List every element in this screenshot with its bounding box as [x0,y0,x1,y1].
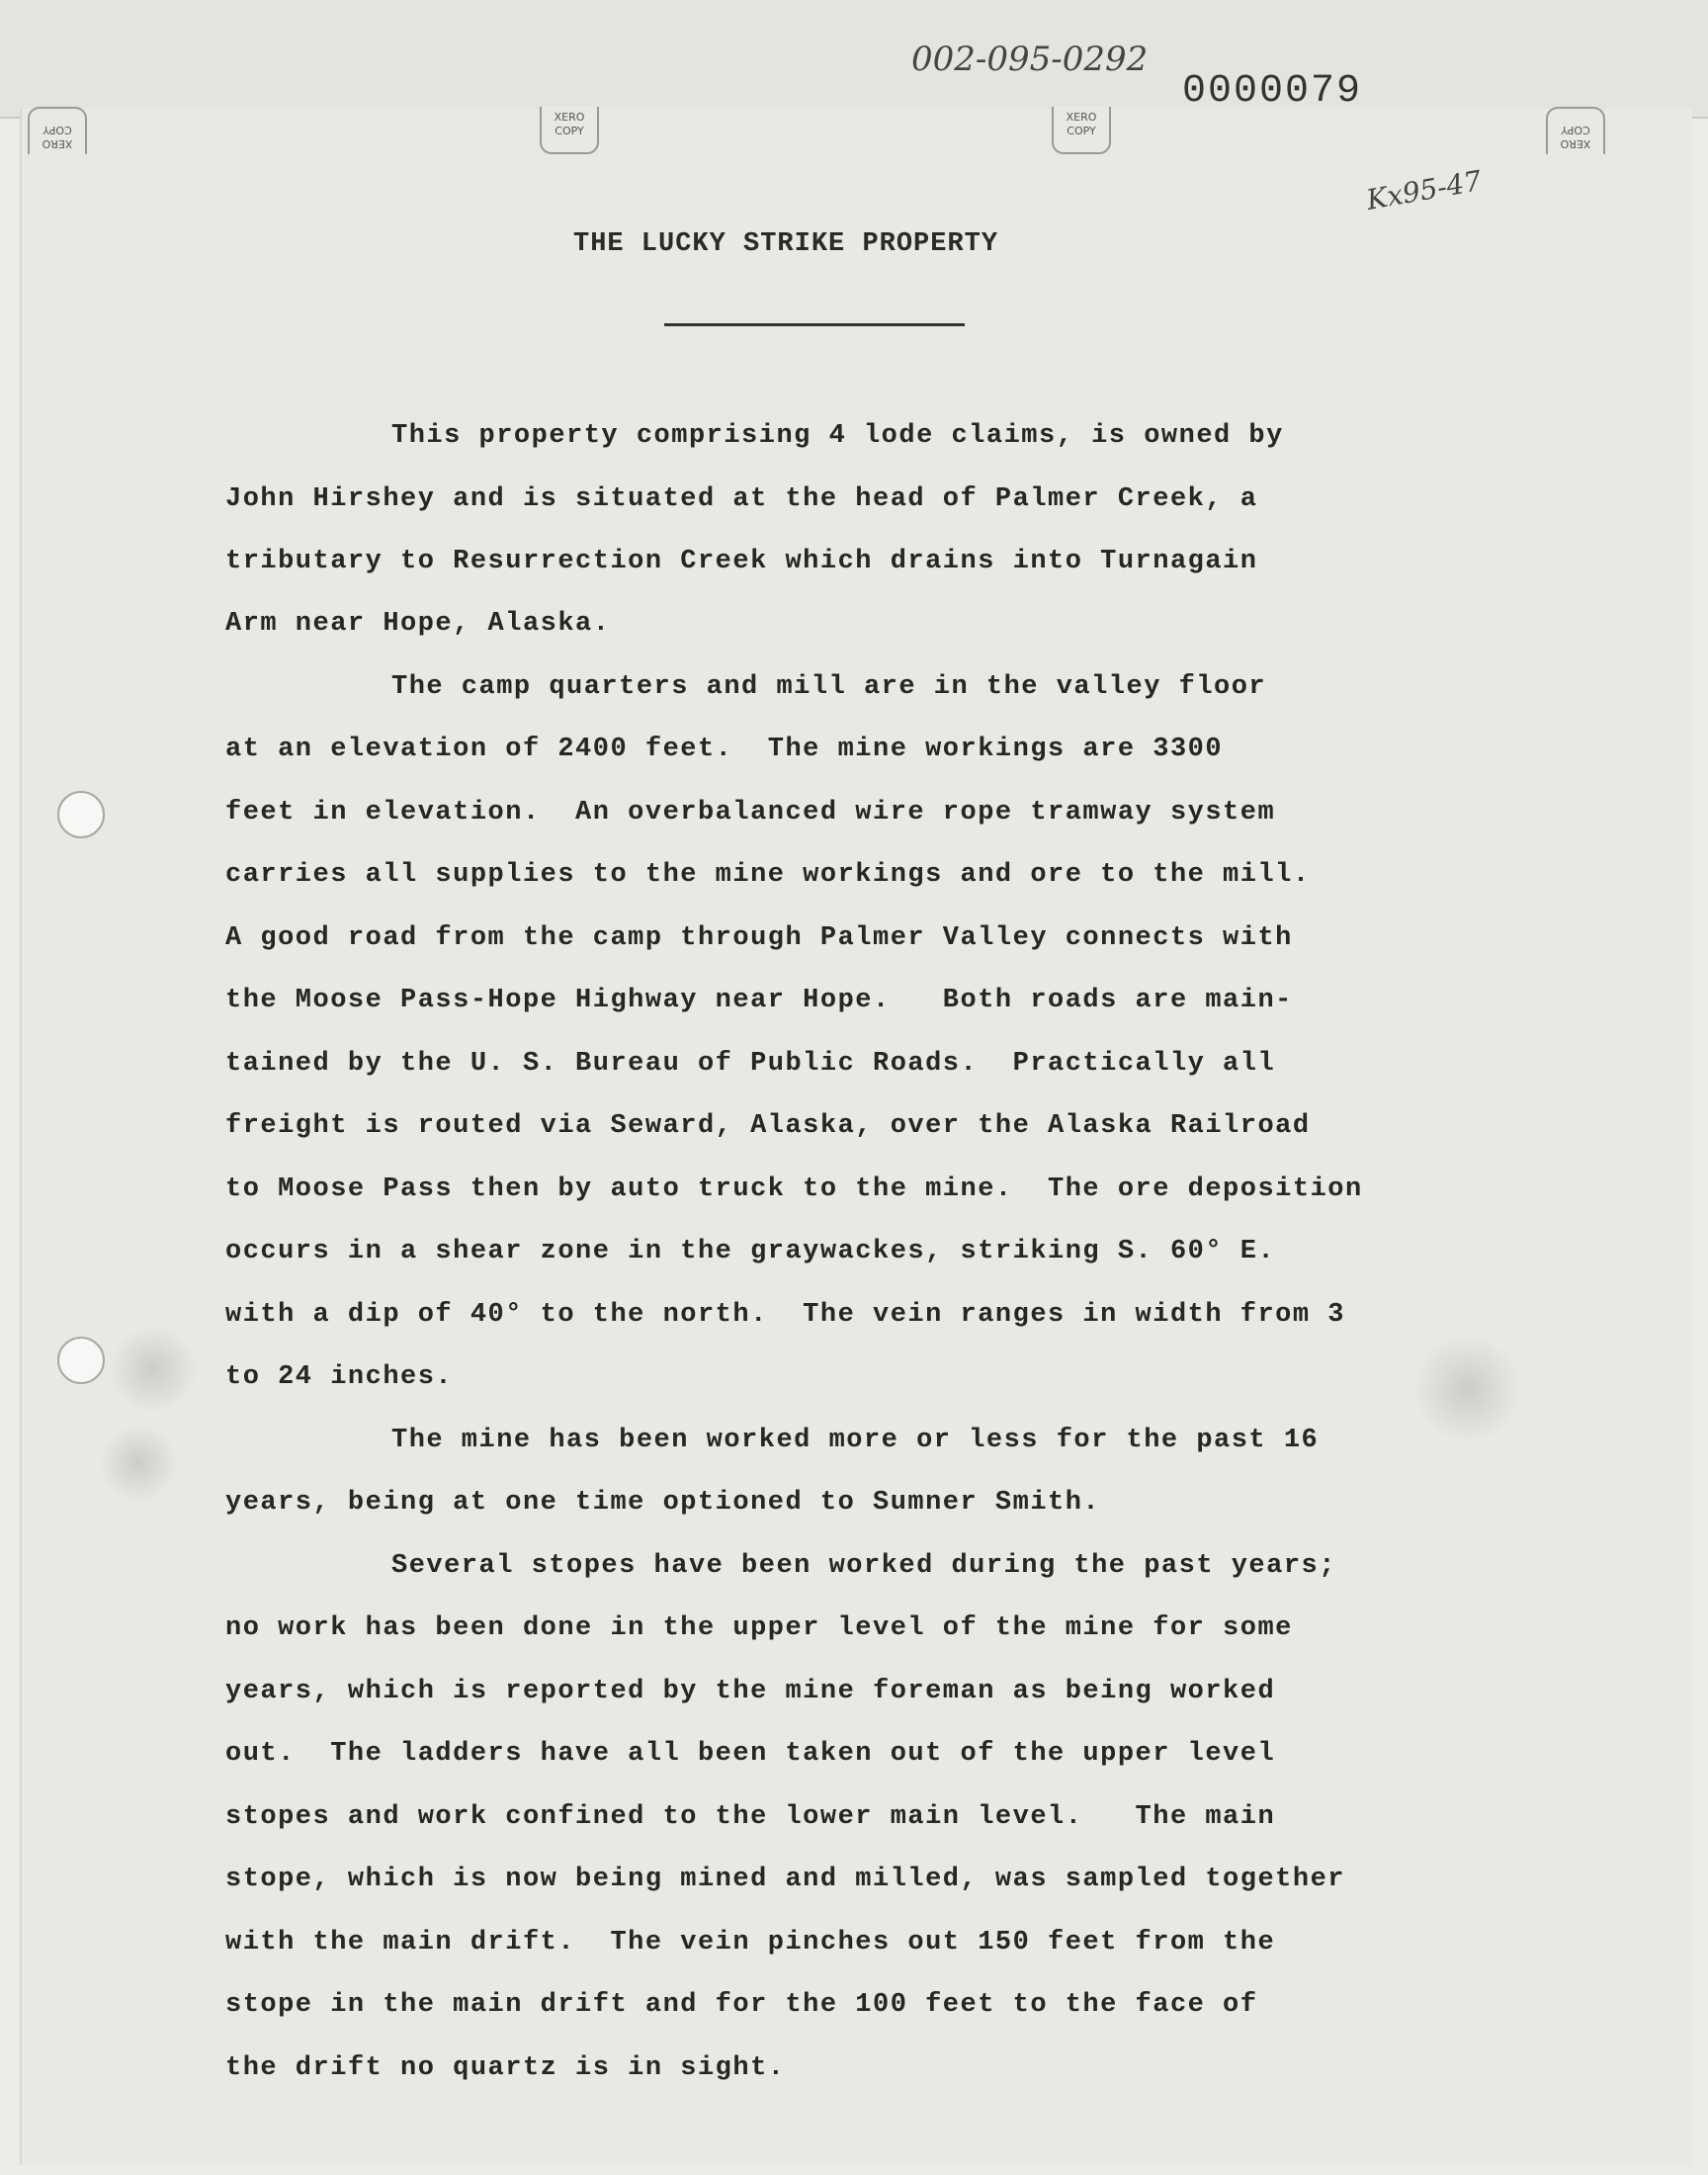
body-line: tained by the U. S. Bureau of Public Roads. Practically all [225,1049,1276,1079]
scan-speckle [109,1325,198,1414]
body-line: stope, which is now being mined and milled, was sampled together [225,1865,1345,1894]
body-line: with the main drift. The vein pinches out 150 feet from the [225,1928,1276,1958]
body-line: at an elevation of 2400 feet. The mine workings are 3300 [225,735,1224,764]
body-line: John Hirshey and is situated at the head of Palmer Creek, a [225,484,1258,514]
body-line: with a dip of 40° to the north. The vein ranges in width from 3 [225,1300,1345,1330]
body-line: occurs in a shear zone in the graywackes, striking S. 60° E. [225,1237,1276,1266]
scan-speckle [99,1424,178,1503]
xero-copy-tab-2 [540,107,599,154]
stamp-number: 0000079 [1182,69,1363,114]
tab-label: XERO COPY [1560,124,1591,150]
body-line: tributary to Resurrection Creek which drains into Turnagain [225,547,1258,576]
xero-copy-tab-1 [28,107,87,154]
body-line: feet in elevation. An overbalanced wire rope tramway system [225,798,1276,827]
body-line: years, being at one time optioned to Sumner Smith. [225,1488,1101,1518]
tab-label: XERO COPY [1066,111,1097,137]
scan-speckle [1413,1335,1522,1443]
body-line: years, which is reported by the mine foreman as being worked [225,1677,1276,1706]
document-title: THE LUCKY STRIKE PROPERTY [573,229,999,259]
body-line: stope in the main drift and for the 100 feet to the face of [225,1990,1258,2020]
xero-copy-tab-4 [1546,107,1605,154]
handwritten-reference: Kx95-47 [1364,164,1485,217]
body-line: Several stopes have been worked during the past years; [391,1551,1336,1581]
body-line: freight is routed via Seward, Alaska, over the Alaska Railroad [225,1111,1311,1141]
binder-hole-lower [57,1337,105,1384]
body-line: stopes and work confined to the lower main level. The main [225,1802,1276,1832]
tab-label: XERO COPY [42,124,73,150]
body-line: Arm near Hope, Alaska. [225,609,611,639]
tab-label: XERO COPY [554,111,585,137]
body-line: A good road from the camp through Palmer Valley connects with [225,923,1293,953]
body-line: no work has been done in the upper level of the mine for some [225,1613,1293,1643]
body-line: the drift no quartz is in sight. [225,2053,786,2083]
handwritten-number: 002-095-0292 [911,40,1149,79]
body-line: The camp quarters and mill are in the valley floor [391,672,1267,702]
body-line: to Moose Pass then by auto truck to the mine. The ore deposition [225,1174,1363,1204]
scan-top-strip [0,0,1708,119]
xero-copy-tab-3 [1052,107,1111,154]
binder-hole-upper [57,791,105,838]
body-line: carries all supplies to the mine workings and ore to the mill. [225,860,1311,890]
body-line: The mine has been worked more or less for the past 16 [391,1426,1320,1455]
body-line: This property comprising 4 lode claims, is owned by [391,421,1284,451]
body-line: the Moose Pass-Hope Highway near Hope. Both roads are main- [225,986,1293,1015]
body-line: out. The ladders have all been taken out of the upper level [225,1739,1276,1769]
body-line: to 24 inches. [225,1362,454,1392]
title-underline [664,323,965,326]
